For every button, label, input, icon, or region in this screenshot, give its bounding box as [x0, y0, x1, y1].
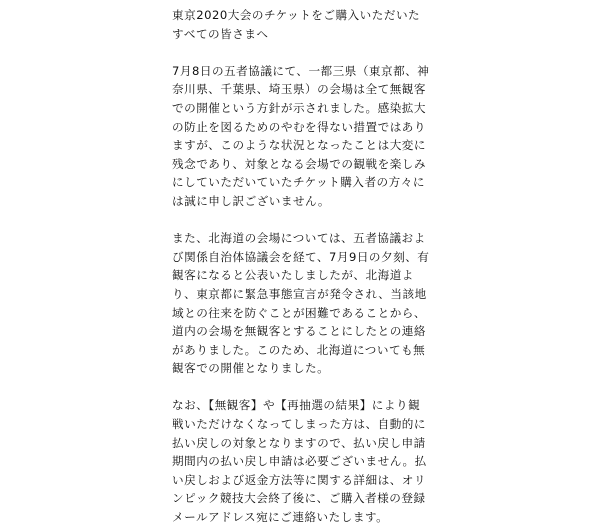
- notice-heading: 東京2020大会のチケットをご購入いただいたすべての皆さまへ: [172, 8, 421, 41]
- notice-content: [172, 6, 430, 527]
- notice-paragraph-spectator-decision: 7月8日の五者協議にて、一都三県（東京都、神奈川県、千葉県、埼玉県）の会場は全て無観客での開催という方針が示されました。感染拡大の防止を図るためのやむを得ない措置ではありますが、このような状況となったことは大変に残念であり、対象となる会場での観戦を楽しみにしていただいていたチケット購入者の方々には誠に申し訳ございません。: [172, 63, 430, 208]
- notice-paragraph-hokkaido: また、北海道の会場については、五者協議および関係自治体協議会を経て、7月9日の夕刻、有観客になると公表いたしましたが、北海道より、東京都に緊急事態宣言が発令され、当該地域との往来を防ぐことが困難であることから、道内の会場を無観客とすることにしたとの連絡がありました。このため、北海道についても無観客での開催となりました。: [172, 231, 430, 376]
- notice-paragraph-refund: なお、【無観客】や【再抽選の結果】により観戦いただけなくなってしまった方は、自動的に払い戻しの対象となりますので、払い戻し申請期間内の払い戻し申請は必要ございません。払い戻しおよび返金方法等に関する詳細は、オリンピック競技大会終了後に、ご購入者様の登録メールアドレス宛にご連絡いたします。: [172, 398, 427, 525]
